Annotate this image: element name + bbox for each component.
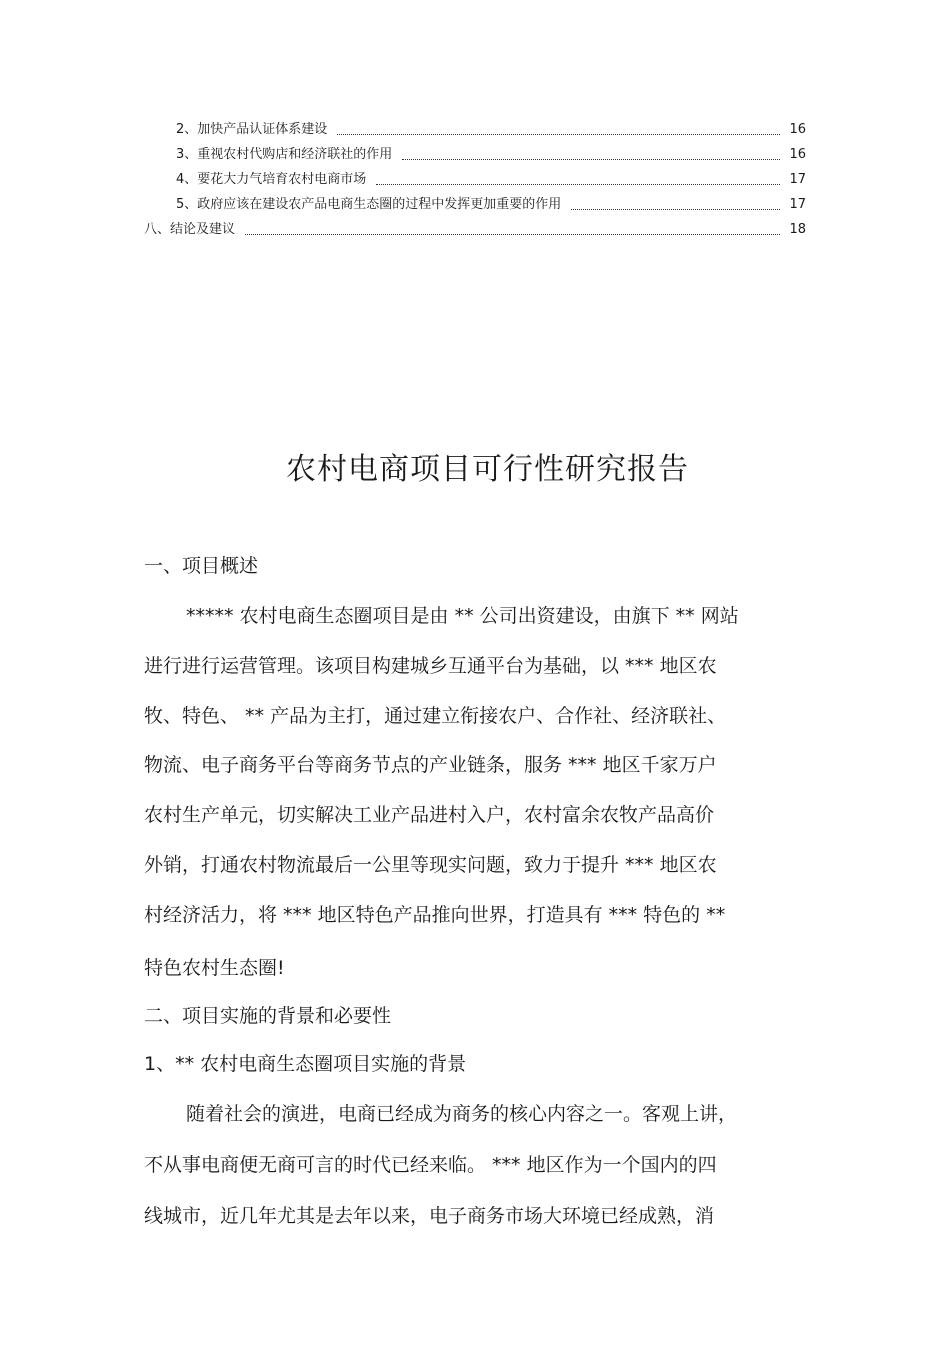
toc-entry-label: 八、结论及建议 [144, 222, 236, 237]
paragraph-line: 村经济活力，将 *** 地区特色产品推向世界，打造具有 *** 特色的 ** [144, 904, 726, 926]
section-heading: 一、项目概述 [144, 555, 259, 577]
toc-leader-dots [376, 184, 780, 185]
toc-entry[interactable] [176, 143, 806, 163]
toc-entry[interactable] [176, 168, 806, 188]
toc-leader-dots [337, 134, 780, 135]
paragraph-line: 随着社会的演进，电商已经成为商务的核心内容之一。客观上讲， [186, 1103, 738, 1125]
paragraph-line: 不从事电商便无商可言的时代已经来临。 *** 地区作为一个国内的四 [144, 1154, 717, 1176]
toc-entry-page: 16 [789, 147, 806, 162]
toc-entry-page: 16 [789, 122, 806, 137]
subsection-heading: 1、** 农村电商生态圈项目实施的背景 [144, 1053, 467, 1075]
section-heading: 二、项目实施的背景和必要性 [144, 1005, 392, 1027]
toc-entry-label: 2、加快产品认证体系建设 [176, 122, 328, 137]
toc-leader-dots [245, 234, 780, 235]
toc-entry-page: 17 [789, 172, 806, 187]
paragraph-line: 特色农村生态圈! [144, 957, 285, 979]
document-title: 农村电商项目可行性研究报告 [286, 452, 689, 487]
toc-entry[interactable] [144, 218, 806, 238]
paragraph-line: 外销，打通农村物流最后一公里等现实问题，致力于提升 *** 地区农 [144, 854, 717, 876]
paragraph-line: 农村生产单元，切实解决工业产品进村入户，农村富余农牧产品高价 [144, 804, 715, 826]
paragraph-line: 物流、电子商务平台等商务节点的产业链条，服务 *** 地区千家万户 [144, 754, 717, 776]
toc-entry-page: 17 [789, 197, 806, 212]
paragraph-line: 牧、特色、 ** 产品为主打，通过建立衔接农户、合作社、经济联社、 [144, 705, 727, 727]
paragraph-line: ***** 农村电商生态圈项目是由 ** 公司出资建设，由旗下 ** 网站 [186, 605, 739, 627]
toc-entry-page: 18 [789, 222, 806, 237]
toc-entry[interactable] [176, 118, 806, 138]
toc-entry-label: 4、要花大力气培育农村电商市场 [176, 172, 367, 187]
paragraph-line: 进行进行运营管理。该项目构建城乡互通平台为基础，以 *** 地区农 [144, 655, 717, 677]
toc-entry-label: 3、重视农村代购店和经济联社的作用 [176, 147, 393, 162]
toc-leader-dots [571, 209, 780, 210]
toc-entry[interactable] [176, 193, 806, 213]
toc-entry-label: 5、政府应该在建设农产品电商生态圈的过程中发挥更加重要的作用 [176, 197, 562, 212]
toc-leader-dots [402, 159, 780, 160]
paragraph-line: 线城市，近几年尤其是去年以来，电子商务市场大环境已经成熟，消 [144, 1205, 715, 1227]
